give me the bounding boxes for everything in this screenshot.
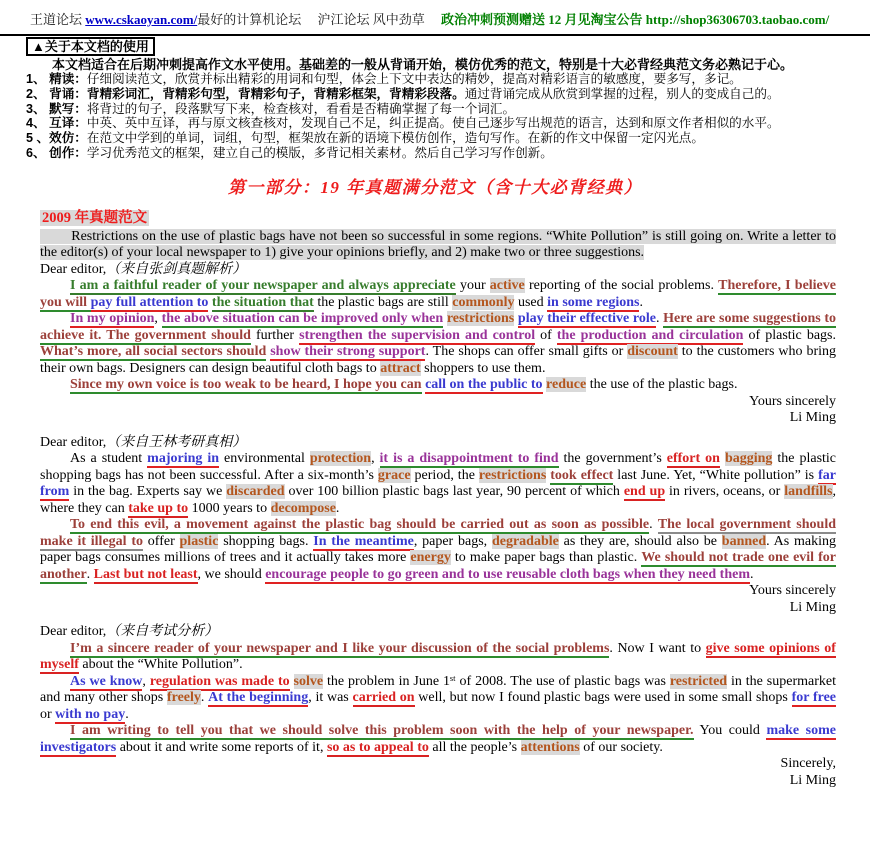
text-run: last June. Yet, “White pollution” is — [613, 467, 819, 483]
letter2-paragraph1 — [40, 451, 836, 517]
text-run: solve — [293, 673, 324, 689]
text-run: , — [154, 311, 162, 327]
text-run: well, but now I found plastic bags were used in some small shops — [414, 690, 792, 706]
text-run: the production and circulation — [556, 327, 744, 343]
text-run: To end this evil, a movement against the plastic bag should be carried out as soon as possible — [70, 517, 650, 533]
text-run: As a student — [70, 451, 148, 467]
document-body — [0, 229, 870, 790]
usage-item: 4、 互译：中英、英中互译，再与原文核查核对，发现自己不足，纠正提高。使自己逐步写出规范的语言，达到和原文作者相似的水平。 — [26, 116, 780, 131]
text-run: shoppers to use them. — [420, 360, 546, 376]
text-run: What’s more, all social sectors should — [40, 344, 267, 360]
text-run: I am a faithful reader of your newspaper and always appreciate — [70, 278, 456, 294]
text-run: your — [455, 278, 490, 294]
text-run: play their effective role — [517, 311, 656, 327]
usage-item: 2、 背诵：背精彩词汇，背精彩句型，背精彩句子，背精彩框架，背精彩段落。通过背诵完成从欣赏到掌握的过程，别人的变成自己的。 — [26, 86, 780, 101]
text-run: grace — [377, 467, 411, 483]
text-run: environmental — [219, 451, 310, 467]
text-run: to the customers who bring their own bags. Designers can design beautiful cloth bags to — [40, 344, 837, 376]
text-run: attract — [380, 360, 421, 376]
text-run: In the meantime — [313, 533, 414, 549]
text-run: 最好的计算机论坛 沪江论坛 风中劲草 — [197, 12, 441, 27]
salutation-1 — [40, 262, 836, 279]
text-run: the government’s — [558, 451, 667, 467]
text-run: . — [200, 690, 209, 706]
text-run: decompose — [270, 500, 336, 516]
text-run: make some investigators — [40, 723, 836, 755]
text-run: plastic — [179, 533, 219, 549]
text-run: http://shop36306703.taobao.com/ — [645, 12, 830, 27]
text-run: Since my own voice is too weak to be heard, I hope you can — [70, 377, 422, 393]
letter1-paragraph1 — [40, 278, 836, 311]
letter1-paragraph3 — [40, 377, 836, 394]
text-run: of our society. — [579, 739, 663, 755]
text-run: Therefore, I believe you will — [40, 278, 836, 310]
text-run: offer — [143, 533, 180, 549]
text-run: far from — [40, 467, 836, 500]
usage-section — [0, 34, 870, 165]
prompt-paragraph — [40, 229, 836, 262]
text-run: active — [489, 278, 525, 294]
text-run: The local government should make it illegal to — [40, 517, 836, 549]
text-run: energy — [410, 550, 451, 566]
text-run: Yours sincerely — [749, 393, 836, 409]
text-run: （来自张剑真题解析） — [106, 261, 247, 277]
text-run: to make paper bags than plastic. — [450, 550, 642, 566]
exam-heading-line — [0, 204, 870, 229]
text-run: Dear editor, — [40, 261, 107, 277]
text-run: the plastic shopping bags has not been successful. After a six-month’s — [40, 451, 837, 483]
text-run: period, the — [410, 467, 479, 483]
text-run: . — [86, 566, 94, 582]
signature-line — [40, 394, 836, 411]
text-run: encourage people to go green and to use reusable cloth bags when they need them — [265, 566, 751, 582]
text-run: in rivers, oceans, or — [665, 484, 785, 500]
letter1-paragraph2 — [40, 311, 836, 377]
text-run: Dear editor, — [40, 434, 107, 450]
text-run: in the supermarket and many other shops — [40, 673, 836, 706]
text-run: end up — [623, 484, 666, 500]
text-run: as they are, should also be — [558, 533, 722, 549]
text-run: or — [40, 706, 56, 722]
text-run: freely — [166, 690, 201, 706]
text-run: discarded — [226, 484, 285, 500]
text-run: You could — [693, 723, 767, 739]
text-run: landfills — [784, 484, 833, 500]
text-run: regulation was made to — [149, 673, 290, 689]
text-run: discount — [627, 344, 678, 360]
text-run: majoring in — [147, 451, 220, 467]
text-run: commonly — [452, 294, 515, 310]
text-run: I’m a sincere reader of your newspaper and I like your discussion of the social problems — [70, 640, 610, 656]
text-run: the problem in June 1ˢᵗ of 2008. The use of plastic bags was — [323, 673, 670, 689]
letter3-paragraph1 — [40, 641, 836, 674]
text-run: take up to — [128, 500, 189, 516]
text-run: As we know — [70, 673, 143, 689]
header-link[interactable]: www.cskaoyan.com/ — [85, 12, 198, 27]
letter3-paragraph3 — [40, 723, 836, 756]
signature-line — [40, 773, 836, 790]
text-run: took effect — [550, 467, 614, 483]
text-run: 王道论坛 — [30, 12, 86, 27]
text-run: Li Ming — [789, 599, 836, 615]
text-run: , — [371, 451, 380, 467]
text-run: . — [125, 706, 129, 722]
signature-line — [40, 756, 836, 773]
text-run: Here are some suggestions to achieve it. The government should — [40, 311, 837, 343]
text-run: the plastic bags are still — [313, 294, 453, 310]
page-header — [0, 0, 870, 32]
salutation-2 — [40, 435, 836, 452]
text-run: restrictions — [446, 311, 515, 327]
text-run: . — [655, 311, 664, 327]
text-run: all the people’s — [428, 739, 521, 755]
text-run: I am writing to tell you that we should solve this problem soon with the help of your newspaper. — [70, 723, 694, 739]
text-run: . As making paper bags consumes millions of trees and it actually takes more — [40, 533, 836, 566]
text-run: Dear editor, — [40, 624, 107, 640]
text-run: for free — [791, 690, 837, 706]
text-run: shopping bags. — [218, 533, 314, 549]
text-run: give some opinions of myself — [40, 640, 836, 673]
text-run: in the bag. Experts say we — [69, 484, 227, 500]
usage-label: ▲关于本文档的使用 — [26, 37, 155, 56]
usage-item: 5 、效仿：在范文中学到的单词，词组，句型，框架放在新的语境下模仿创作，造句写作。在新的作文中保留一定闪光点。 — [26, 131, 704, 146]
text-run: carried on — [352, 690, 415, 706]
text-run: Last but not least — [93, 566, 198, 582]
text-run: , we should — [197, 566, 266, 582]
text-run: reduce — [546, 377, 587, 393]
text-run: At the beginning — [208, 690, 309, 706]
usage-intro: 本文档适合在后期冲刺提高作文水平使用。基础差的一般从背诵开始，模仿优秀的范文，特别是十大必背经典范文务必熟记于心。 — [52, 57, 794, 72]
usage-item: 6、 创作：学习优秀范文的框架，建立自己的模版，多背记相关素材。然后自己学习写作创新。 — [26, 145, 553, 160]
text-run: restricted — [669, 673, 728, 689]
usage-item-list — [26, 72, 860, 161]
text-run: 政治冲刺预测赠送 12 月见淘宝公告 — [440, 12, 646, 27]
text-run: 1000 years to — [188, 500, 271, 516]
text-run: degradable — [491, 533, 559, 549]
text-run: effort on — [666, 451, 720, 467]
text-run: of — [535, 327, 557, 343]
text-run: it is a disappointment to find — [379, 451, 559, 467]
text-run: . — [335, 500, 340, 516]
text-run: （来自考试分析） — [106, 624, 219, 640]
text-run: about the “White Pollution”. — [78, 657, 243, 673]
signature-line — [40, 600, 836, 617]
usage-item: 1、 精读：仔细阅读范文，欣赏并标出精彩的用词和句型，体会上下文中表达的精妙，提高对精彩语言的敏感度，要多写，多记。 — [26, 72, 742, 86]
text-run: Li Ming — [789, 410, 836, 426]
text-run: of plastic bags. — [743, 327, 836, 343]
text-run: used — [514, 294, 548, 310]
text-run: bagging — [724, 451, 773, 467]
exam-year-heading: 2009 年真题范文 — [42, 209, 148, 226]
text-run: strengthen the supervision and control — [299, 327, 536, 343]
text-run: in some regions — [547, 294, 640, 310]
text-run: the situation that — [211, 294, 314, 310]
text-run: Li Ming — [789, 772, 836, 788]
text-run: attentions — [520, 739, 580, 755]
text-run: restrictions — [478, 467, 547, 483]
text-run: , — [142, 673, 150, 689]
text-run: reporting of the social problems. — [524, 278, 719, 294]
text-run: about it and write some reports of it, — [116, 739, 327, 755]
text-run: show their strong support — [270, 344, 426, 360]
text-run: . — [639, 294, 643, 310]
usage-item: 3、 默写：将背过的句子，段落默写下来，检查核对，看看是否精确掌握了每一个词汇。 — [26, 101, 516, 116]
text-run: In my opinion — [70, 311, 155, 327]
text-run: . — [750, 566, 754, 582]
text-run: pay full attention to — [90, 294, 209, 310]
text-run: . Now I want to — [609, 640, 706, 656]
text-run: protection — [309, 451, 372, 467]
text-run: Restrictions on the use of plastic bags have not been so successful in some regions. “White Pollution” is still going on. Write a letter to the editor(s) of your local newspaper to 1) give your opinions briefly, and 2) make two or three suggestions. — [40, 228, 836, 261]
text-run: （来自王林考研真相） — [106, 434, 247, 450]
text-run: the use of the plastic bags. — [586, 377, 738, 393]
text-run — [290, 674, 294, 689]
text-run: Sincerely, — [780, 756, 836, 772]
signature-line — [40, 583, 836, 600]
text-run: . The shops can offer small gifts or — [425, 344, 628, 360]
text-run: We should not trade one evil for another — [40, 550, 836, 582]
text-run: with no pay — [55, 706, 126, 722]
section-title: 第一部分：19 年真题满分范文（含十大必背经典） — [227, 177, 643, 197]
text-run: , where they can — [40, 484, 836, 516]
text-run: the above situation can be improved only when — [161, 311, 444, 327]
text-run: , paper bags, — [413, 533, 492, 549]
text-run: banned — [721, 533, 767, 549]
text-run: , it was — [308, 690, 353, 706]
text-run: . — [649, 517, 658, 533]
text-run: call on the public to — [425, 377, 543, 393]
letter3-paragraph2 — [40, 674, 836, 724]
letter2-paragraph2 — [40, 517, 836, 583]
signature-line — [40, 410, 836, 427]
salutation-3 — [40, 624, 836, 641]
text-run: Yours sincerely — [749, 583, 836, 599]
text-run: over 100 billion plastic bags last year, 90 percent of which — [284, 484, 624, 500]
text-run: so as to appeal to — [326, 739, 429, 755]
text-run: further — [250, 327, 300, 343]
